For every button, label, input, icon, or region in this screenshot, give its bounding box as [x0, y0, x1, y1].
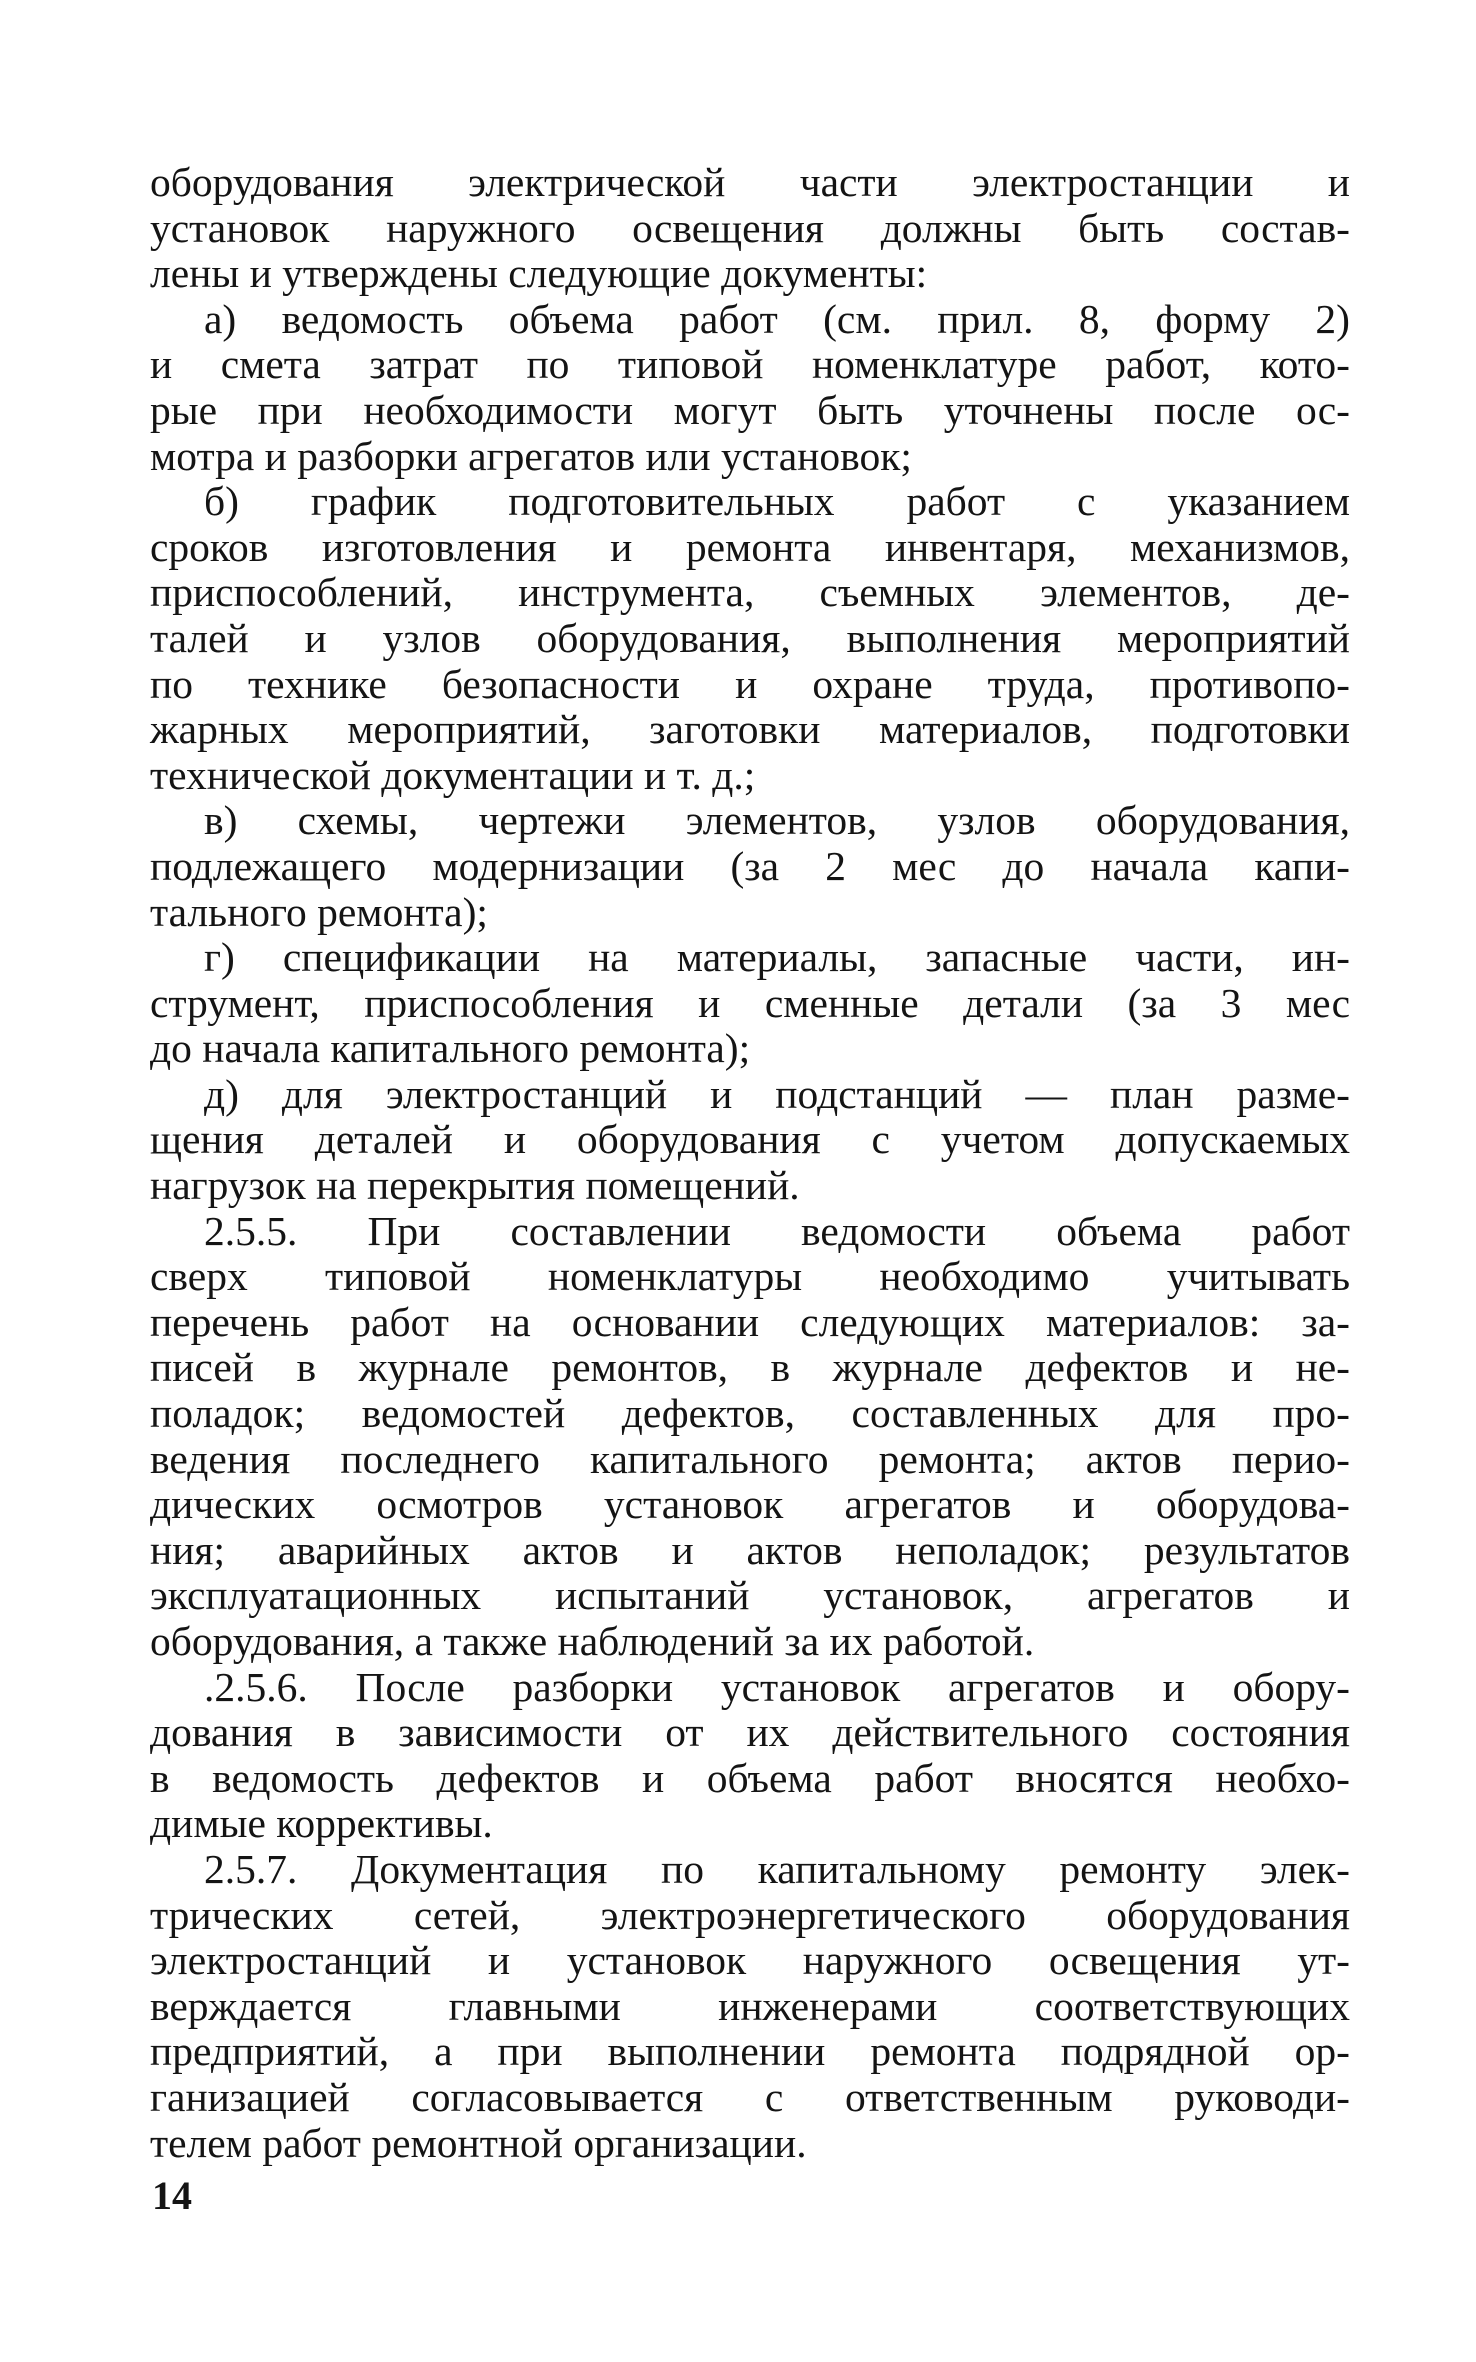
- text-line: оборудования, а также наблюдений за их работой.: [150, 1618, 1035, 1664]
- text-line: ния; аварийных актов и актов неполадок; результатов: [150, 1526, 1350, 1573]
- text-line: ведения последнего капитального ремонта; актов перио-: [150, 1435, 1350, 1482]
- paragraph: [150, 160, 1350, 297]
- text-line: д) для электростанций и подстанций — план разме-: [204, 1070, 1350, 1117]
- text-line: струмент, приспособления и сменные детали (за 3 мес: [150, 979, 1350, 1026]
- paragraph: [150, 1209, 1350, 1665]
- text-line: подлежащего модернизации (за 2 мес до начала капи-: [150, 842, 1350, 889]
- text-line: щения деталей и оборудования с учетом допускаемых: [150, 1116, 1350, 1163]
- paragraph: [150, 1665, 1350, 1847]
- text-line: трических сетей, электроэнергетического оборудования: [150, 1891, 1350, 1938]
- text-line: сверх типовой номенклатуры необходимо учитывать: [150, 1253, 1350, 1300]
- text-line: оборудования электрической части электростанции и: [150, 159, 1350, 205]
- text-line: дических осмотров установок агрегатов и оборудова-: [150, 1481, 1350, 1528]
- text-line: технической документации и т. д.;: [150, 751, 756, 798]
- paragraph: [150, 297, 1350, 479]
- text-line: .2.5.6. После разборки установок агрегатов и обору-: [204, 1663, 1350, 1710]
- page-number: 14: [152, 2173, 192, 2218]
- text-line: тального ремонта);: [150, 888, 488, 935]
- text-line: 2.5.5. При составлении ведомости объема работ: [204, 1207, 1350, 1254]
- text-line: мотра и разборки агрегатов или установок;: [150, 432, 912, 479]
- text-line: верждается главными инженерами соответствующих: [150, 1982, 1350, 2029]
- text-line: по технике безопасности и охране труда, противопо-: [150, 660, 1350, 707]
- text-line: предприятий, а при выполнении ремонта подрядной ор-: [150, 2028, 1350, 2075]
- paragraph: [150, 479, 1350, 798]
- paragraph: [150, 935, 1350, 1072]
- text-line: рые при необходимости могут быть уточнены после ос-: [150, 386, 1350, 433]
- text-line: сроков изготовления и ремонта инвентаря, механизмов,: [150, 523, 1350, 570]
- text-line: а) ведомость объема работ (см. прил. 8, форму 2): [204, 295, 1350, 342]
- text-line: электростанций и установок наружного освещения ут-: [150, 1937, 1350, 1984]
- body-text: [150, 160, 1350, 2166]
- text-line: димые коррективы.: [150, 1800, 493, 1847]
- text-line: писей в журнале ремонтов, в журнале дефектов и не-: [150, 1344, 1350, 1391]
- text-line: лены и утверждены следующие документы:: [150, 250, 928, 297]
- text-line: эксплуатационных испытаний установок, агрегатов и: [150, 1572, 1350, 1619]
- text-line: жарных мероприятий, заготовки материалов, подготовки: [150, 706, 1350, 753]
- text-line: ганизацией согласовывается с ответственным руководи-: [150, 2073, 1350, 2120]
- paragraph: [150, 798, 1350, 935]
- text-line: перечень работ на основании следующих материалов: за-: [150, 1298, 1350, 1345]
- text-line: и смета затрат по типовой номенклатуре работ, кото-: [150, 341, 1350, 388]
- text-line: нагрузок на перекрытия помещений.: [150, 1162, 800, 1209]
- text-line: 2.5.7. Документация по капитальному ремонту элек-: [204, 1845, 1350, 1892]
- text-line: дования в зависимости от их действительного состояния: [150, 1709, 1350, 1756]
- text-line: талей и узлов оборудования, выполнения мероприятий: [150, 614, 1350, 661]
- text-line: в ведомость дефектов и объема работ вносятся необхо-: [150, 1754, 1350, 1801]
- text-line: установок наружного освещения должны быть состав-: [150, 204, 1350, 251]
- text-line: г) спецификации на материалы, запасные части, ин-: [204, 934, 1350, 981]
- paragraph: [150, 1072, 1350, 1209]
- text-line: в) схемы, чертежи элементов, узлов оборудования,: [204, 797, 1350, 844]
- text-line: до начала капитального ремонта);: [150, 1025, 751, 1072]
- text-line: приспособлений, инструмента, съемных элементов, де-: [150, 569, 1350, 616]
- text-line: телем работ ремонтной организации.: [150, 2119, 807, 2166]
- text-line: б) график подготовительных работ с указанием: [204, 478, 1350, 525]
- text-line: поладок; ведомостей дефектов, составленных для про-: [150, 1390, 1350, 1437]
- paragraph: [150, 1847, 1350, 2166]
